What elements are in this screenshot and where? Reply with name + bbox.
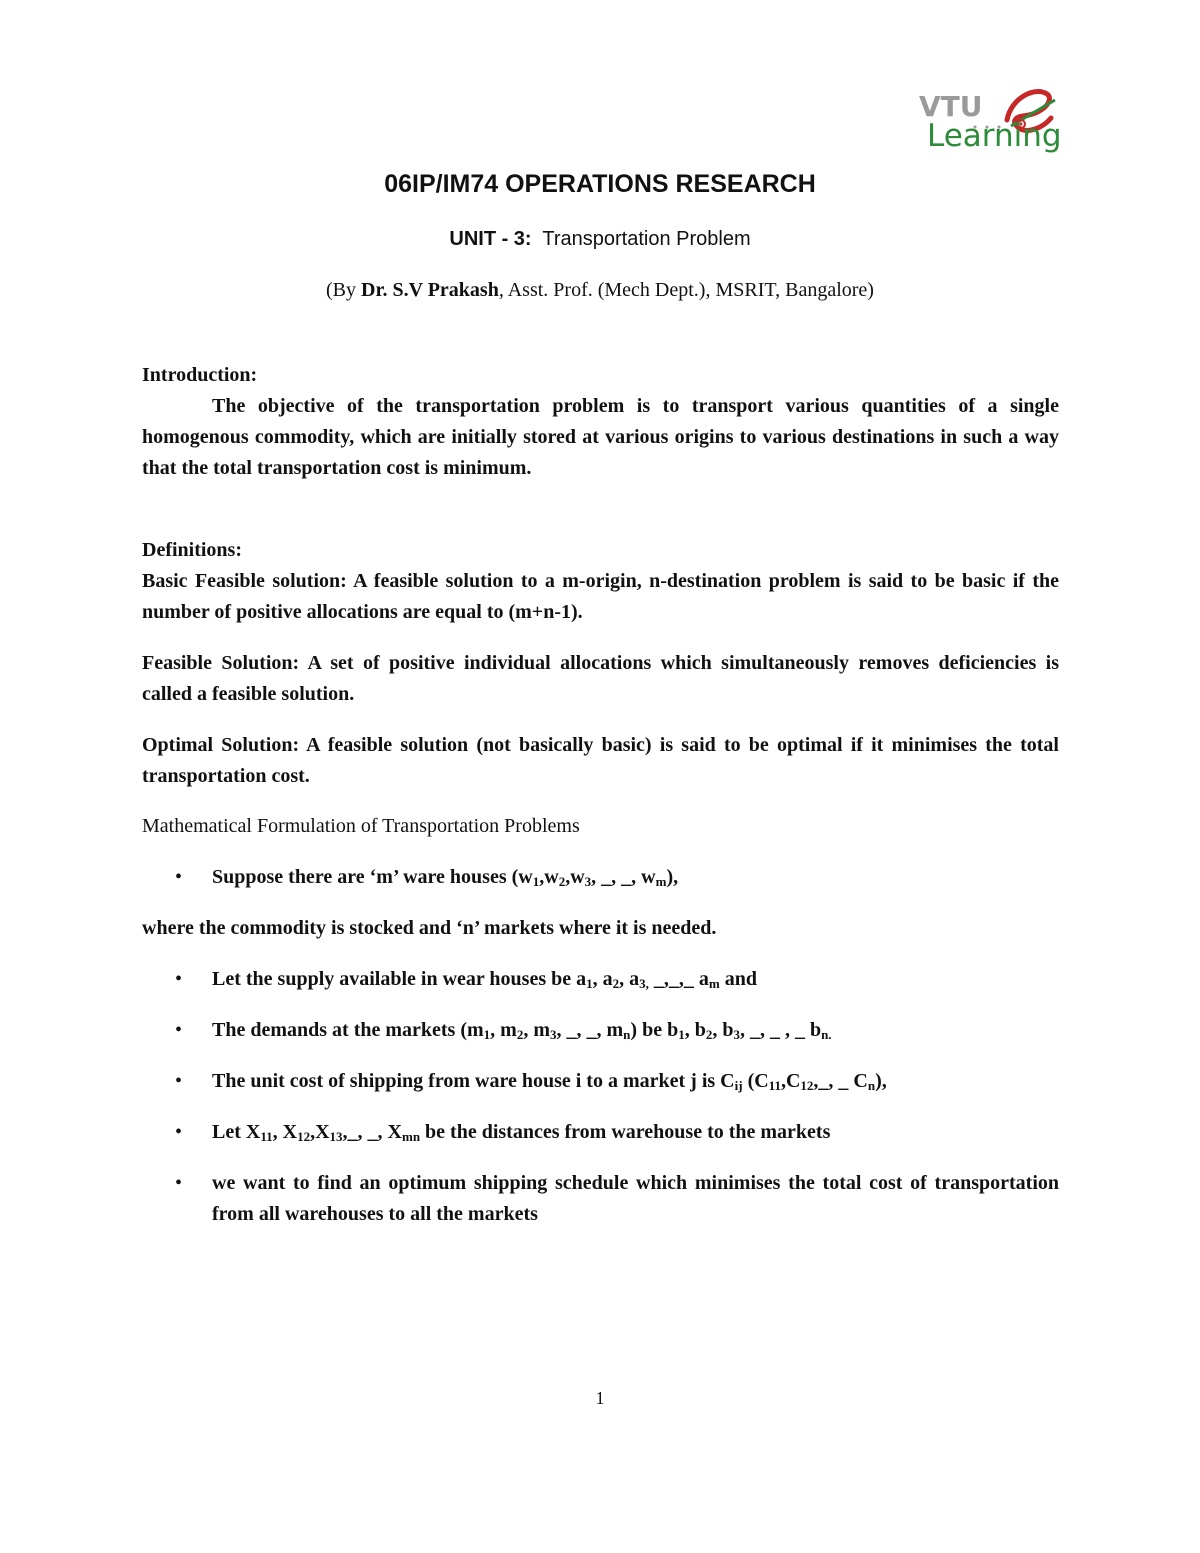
byline-open: (By	[326, 279, 362, 301]
sub: 12	[800, 1078, 814, 1093]
seg: , m	[490, 1019, 517, 1041]
seg: ,_, _ C	[813, 1070, 868, 1092]
definition-basic-feasible: Basic Feasible solution: A feasible solution to a m-origin, n-destination problem is said to be basic if the number of positive allocations are equal to (m+n-1).	[142, 570, 1059, 623]
seg: Let the supply available in wear houses be a	[212, 968, 587, 990]
seg: ,_, _, X	[342, 1121, 402, 1143]
sub: 2	[612, 976, 620, 991]
sub: 3	[550, 1027, 557, 1042]
byline-rest: , Asst. Prof. (Mech Dept.), MSRIT, Bangalore)	[498, 279, 874, 301]
sub: 3,	[639, 976, 649, 991]
bullet-text-demands	[212, 1015, 1059, 1046]
seg: be the distances from warehouse to the markets	[420, 1121, 831, 1143]
seg: and	[719, 968, 757, 990]
seg: ),	[666, 866, 679, 888]
bullet-text-supply	[212, 964, 1059, 995]
document-title: 06IP/IM74 OPERATIONS RESEARCH	[384, 170, 816, 198]
sub: 2	[558, 874, 566, 889]
seg: , a	[619, 968, 640, 990]
sub: n	[623, 1027, 631, 1042]
sub: mn	[401, 1129, 421, 1144]
sub: ij	[734, 1078, 743, 1093]
definitions-heading: Definitions:	[142, 539, 242, 561]
intro-paragraph: The objective of the transportation problem is to transport various quantities of a single homogenous commodity, which are initially stored at various origins to various destinations in such a way that the total transportation cost is minimum.	[142, 395, 1059, 479]
bullet-icon: •	[175, 1070, 183, 1092]
seg: Let X	[212, 1121, 261, 1143]
seg: , _, _, w	[591, 866, 656, 888]
seg: ),	[875, 1070, 887, 1092]
sub: n	[867, 1078, 876, 1093]
formulation-heading: Mathematical Formulation of Transportation Problems	[142, 815, 580, 837]
bullet-icon: •	[175, 866, 183, 888]
seg: ) be b	[630, 1019, 679, 1041]
seg: , b	[684, 1019, 706, 1041]
seg: , _, _, m	[556, 1019, 624, 1041]
seg: ,w	[539, 866, 559, 888]
sub: 2	[516, 1027, 524, 1042]
seg: ,C	[780, 1070, 801, 1092]
intro-heading: Introduction:	[142, 364, 258, 386]
seg: , a	[592, 968, 613, 990]
sub: 1	[678, 1027, 685, 1042]
definition-optimal: Optimal Solution: A feasible solution (not basically basic) is said to be optimal if it minimises the total transportation cost.	[142, 734, 1059, 787]
author-byline	[0, 279, 1200, 302]
seg: _,_,_ a	[648, 968, 709, 990]
sub: 11	[768, 1078, 781, 1093]
sub: 2	[705, 1027, 713, 1042]
definition-feasible: Feasible Solution: A set of positive individual allocations which simultaneously removes deficiencies is called a feasible solution.	[142, 652, 1059, 705]
bullet-icon: •	[175, 1019, 183, 1041]
sub: 11	[260, 1129, 273, 1144]
seg: (C	[742, 1070, 769, 1092]
bullet-text-warehouses	[212, 862, 1059, 893]
sub: m	[708, 976, 720, 991]
unit-heading	[0, 228, 1200, 251]
sub: 1	[483, 1027, 491, 1042]
author-name: Dr. S.V Prakash	[361, 279, 499, 301]
sub: 3	[733, 1027, 740, 1042]
unit-label: UNIT - 3:	[449, 228, 532, 250]
seg: ,w	[565, 866, 585, 888]
logo-vtu-text: VTU	[919, 90, 983, 123]
unit-name: Transportation Problem	[542, 228, 751, 250]
seg: The unit cost of shipping from ware house i to a market j is C	[212, 1070, 735, 1092]
sub: 1	[532, 874, 540, 889]
seg: The demands at the markets (m	[212, 1019, 484, 1041]
bullet-text-objective: we want to find an optimum shipping schedule which minimises the total cost of transportation from all warehouses to all the markets	[212, 1172, 1059, 1225]
sub: 1	[586, 976, 593, 991]
seg: ,X	[310, 1121, 330, 1143]
seg: Suppose there are ‘m’ ware houses (w	[212, 866, 533, 888]
sub: 3	[584, 874, 592, 889]
seg: , X	[272, 1121, 298, 1143]
bullet-icon: •	[175, 1172, 183, 1194]
bullet-icon: •	[175, 1121, 183, 1143]
bullet-icon: •	[175, 968, 183, 990]
page-number: 1	[595, 1388, 605, 1408]
bullet-text-distances	[212, 1117, 1059, 1148]
vtu-elearning-logo	[915, 78, 1065, 168]
where-line: where the commodity is stocked and ‘n’ markets where it is needed.	[142, 917, 717, 939]
bullet-text-unit-cost	[212, 1066, 1059, 1097]
logo-learning-text: Learning	[927, 118, 1062, 154]
seg: , b	[712, 1019, 734, 1041]
sub: 13	[329, 1129, 343, 1144]
sub: m	[655, 874, 667, 889]
seg: , _, _ , _ b	[739, 1019, 822, 1041]
sub: 12	[297, 1129, 311, 1144]
sub: n.	[821, 1027, 832, 1042]
seg: , m	[523, 1019, 550, 1041]
